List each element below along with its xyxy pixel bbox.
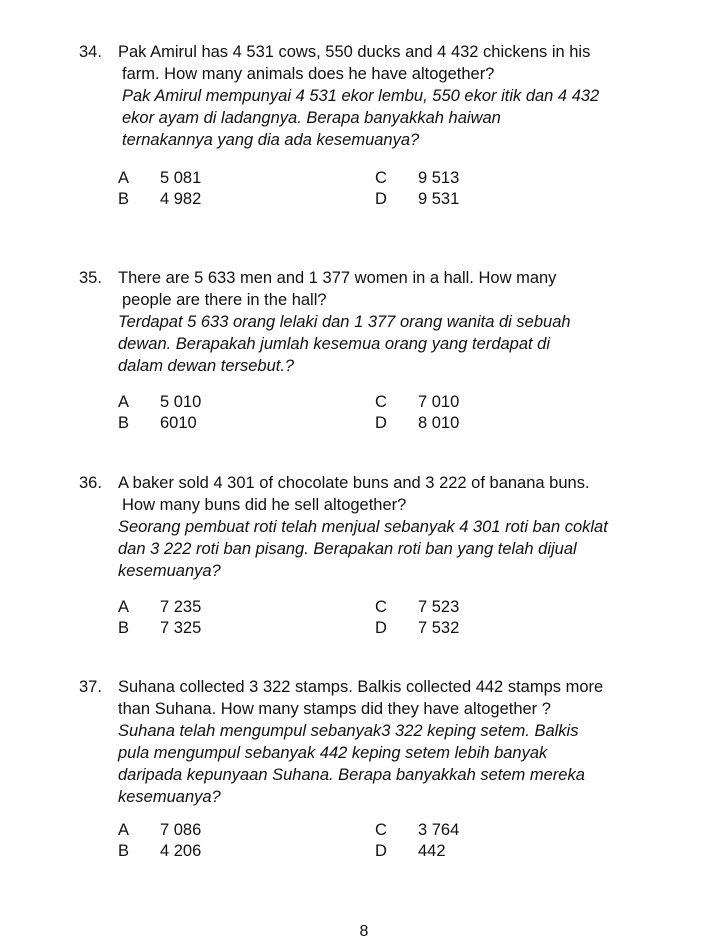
question-text-en: A baker sold 4 301 of chocolate buns and 3 222 of banana buns. xyxy=(118,474,590,492)
option-value-c: 9 513 xyxy=(418,169,460,187)
question-text-ms: Suhana telah mengumpul sebanyak3 322 keping setem. Balkis xyxy=(118,722,579,740)
question-text-en: How many buns did he sell altogether? xyxy=(122,496,407,514)
option-letter-b: B xyxy=(118,619,130,637)
option-value-c: 3 764 xyxy=(418,821,460,839)
question-text-ms: Seorang pembuat roti telah menjual sebanyak 4 301 roti ban coklat xyxy=(118,518,608,536)
question-text-ms: Terdapat 5 633 orang lelaki dan 1 377 orang wanita di sebuah xyxy=(118,313,571,331)
option-letter-b: B xyxy=(118,414,130,432)
option-letter-d: D xyxy=(375,619,387,637)
question-number: 34. xyxy=(79,43,102,61)
option-letter-a: A xyxy=(118,393,130,411)
option-value-a: 5 081 xyxy=(160,169,202,187)
option-value-d: 442 xyxy=(418,842,446,860)
option-letter-a: A xyxy=(118,598,130,616)
option-value-c: 7 523 xyxy=(418,598,460,616)
option-value-a: 7 086 xyxy=(160,821,202,839)
question-text-ms: dewan. Berapakah jumlah kesemua orang yang terdapat di xyxy=(118,335,551,353)
option-letter-d: D xyxy=(375,414,387,432)
option-value-b: 6010 xyxy=(160,414,197,432)
option-value-d: 7 532 xyxy=(418,619,460,637)
question-text-en: There are 5 633 men and 1 377 women in a hall. How many xyxy=(118,269,557,287)
question-text-en: people are there in the hall? xyxy=(122,291,327,309)
option-letter-b: B xyxy=(118,842,130,860)
option-letter-c: C xyxy=(375,393,387,411)
question-text-ms: dan 3 222 roti ban pisang. Berapakan roti ban yang telah dijual xyxy=(118,540,577,558)
question-text-en: Suhana collected 3 322 stamps. Balkis collected 442 stamps more xyxy=(118,678,604,696)
option-value-c: 7 010 xyxy=(418,393,460,411)
question-text-ms: ternakannya yang dia ada kesemuanya? xyxy=(122,131,420,149)
page-number: 8 xyxy=(359,923,369,940)
option-value-a: 7 235 xyxy=(160,598,202,616)
question-text-ms: Pak Amirul mempunyai 4 531 ekor lembu, 550 ekor itik dan 4 432 xyxy=(122,87,600,105)
question-text-en: Pak Amirul has 4 531 cows, 550 ducks and 4 432 chickens in his xyxy=(118,43,591,61)
question-number: 36. xyxy=(79,474,102,492)
option-letter-c: C xyxy=(375,169,387,187)
option-value-a: 5 010 xyxy=(160,393,202,411)
option-letter-b: B xyxy=(118,190,130,208)
option-value-b: 4 206 xyxy=(160,842,202,860)
option-letter-c: C xyxy=(375,821,387,839)
option-value-b: 4 982 xyxy=(160,190,202,208)
question-text-ms: daripada kepunyaan Suhana. Berapa banyakkah setem mereka xyxy=(118,766,585,784)
option-letter-c: C xyxy=(375,598,387,616)
question-text-ms: kesemuanya? xyxy=(118,788,221,806)
question-text-ms: pula mengumpul sebanyak 442 keping setem lebih banyak xyxy=(118,744,548,762)
option-value-b: 7 325 xyxy=(160,619,202,637)
question-text-ms: kesemuanya? xyxy=(118,562,221,580)
question-text-en: than Suhana. How many stamps did they have altogether ? xyxy=(118,700,551,718)
question-number: 37. xyxy=(79,678,102,696)
question-text-ms: dalam dewan tersebut.? xyxy=(118,357,295,375)
option-letter-a: A xyxy=(118,821,130,839)
question-text-ms: ekor ayam di ladangnya. Berapa banyakkah haiwan xyxy=(122,109,501,127)
option-value-d: 9 531 xyxy=(418,190,460,208)
question-number: 35. xyxy=(79,269,102,287)
question-text-en: farm. How many animals does he have altogether? xyxy=(122,65,495,83)
option-value-d: 8 010 xyxy=(418,414,460,432)
option-letter-a: A xyxy=(118,169,130,187)
option-letter-d: D xyxy=(375,190,387,208)
option-letter-d: D xyxy=(375,842,387,860)
